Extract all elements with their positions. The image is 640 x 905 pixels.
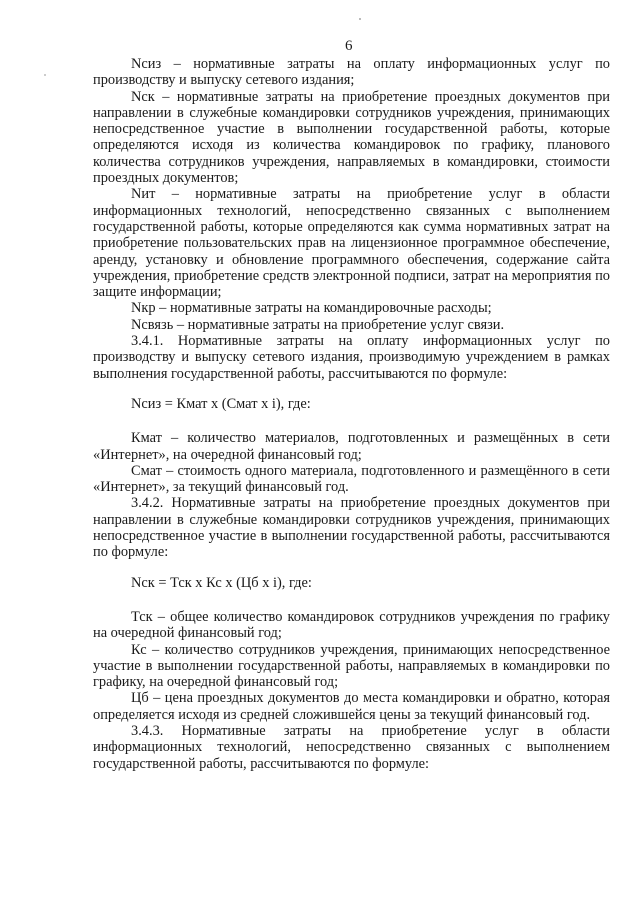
definition-nit: Nит – нормативные затраты на приобретение услуг в области информационных технологий, непосредственно связанных с выполнением государственной работы, которые определяются как сумма нормативных затрат на приобретение пользовательских прав на лицензионное программное обеспечение, аренду, установку и обновление программного обеспечения, содержание сайта учреждения, приобретение средств электронной подписи, затрат на мероприятия по защите информации; [93,186,610,301]
section-3-4-2: 3.4.2. Нормативные затраты на приобретение проездных документов при направлении в служебные командировки сотрудников учреждения, принимающих непосредственное участие в выполнении государственной работы, рассчитываются по формуле: [93,495,610,561]
definition-kmat: Кмат – количество материалов, подготовленных и размещённых в сети «Интернет», на очередной финансовый год; [93,430,610,463]
definition-nsvyaz: Nсвязь – нормативные затраты на приобретение услуг связи. [131,316,505,333]
definition-tsk: Тск – общее количество командировок сотрудников учреждения по графику на очередной финансовый год; [93,608,610,642]
definition-nsiz: Nсиз – нормативные затраты на оплату информационных услуг по производству и выпуску сетевого издания; [93,56,610,89]
definition-ks: Кс – количество сотрудников учреждения, принимающих непосредственное участие в выполнении государственной работы, направляемых в командировки по графику, на очередной финансовый год; [93,641,610,691]
definition-nkr: Nкр – нормативные затраты на командировочные расходы; [131,300,492,317]
section-3-4-3: 3.4.3. Нормативные затраты на приобретение услуг в области информационных технологий, непосредственно связанных с выполнением государственной работы, рассчитываются по формуле: [93,722,610,772]
scan-speck [44,74,46,76]
definition-tsb: Цб – цена проездных документов до места командировки и обратно, которая определяется исходя из средней сложившейся цены за текущий финансовый год. [93,690,610,723]
definition-smat: Смат – стоимость одного материала, подготовленного и размещённого в сети «Интернет», за текущий финансовый год. [93,462,610,496]
scan-speck [359,18,361,20]
page-number: 6 [345,38,353,54]
document-body [93,56,610,772]
section-3-4-1: 3.4.1. Нормативные затраты на оплату информационных услуг по производству и выпуску сетевого издания, производимую учреждением в рамках выполнения государственной работы, рассчитываются по формуле: [93,333,610,382]
formula-nsiz: Nсиз = Кмат х (Смат х i), где: [131,395,311,412]
formula-nsk: Nск = Тск х Кс х (Цб х i), где: [131,574,312,591]
definition-nsk: Nск – нормативные затраты на приобретение проездных документов при направлении в служебные командировки сотрудников учреждения, принимающих непосредственное участие в выполнении государственной работы, которые определяются исходя из количества командировок по графику, планового количества сотрудников учреждения, направляемых в командировки, стоимости проездных документов; [93,88,610,187]
